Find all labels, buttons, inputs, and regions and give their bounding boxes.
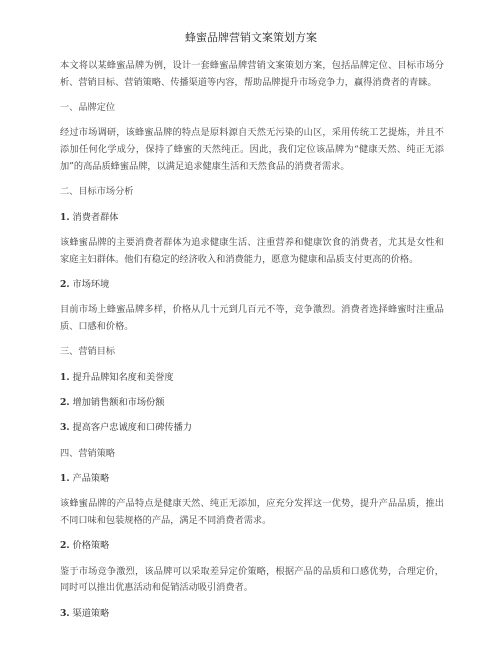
subheading-number: 1. (60, 211, 70, 223)
document-body (60, 58, 444, 631)
section-heading-marketing-goals: 三、营销目标 (60, 346, 116, 358)
section-heading-target-market: 二、目标市场分析 (60, 186, 134, 198)
consumer-group-paragraph: 该蜂蜜品牌的主要消费者群体为追求健康生活、注重营养和健康饮食的消费者，尤其是女性和家庭主妇群体。他们有稳定的经济收入和消费能力，愿意为健康和品质支付更高的价格。 (60, 236, 444, 265)
subheading-number: 3. (60, 422, 70, 434)
subheading-product-strategy (60, 471, 444, 488)
goal-item-brand-awareness (60, 370, 444, 387)
intro-paragraph: 本文将以某蜂蜜品牌为例，设计一套蜂蜜品牌营销文案策划方案，包括品牌定位、目标市场分析、营销目标、营销策略、传播渠道等内容，帮助品牌提升市场竞争力，赢得消费者的青睐。 (60, 60, 444, 88)
subheading-label: 市场环境 (69, 278, 110, 290)
subheading-number: 2. (60, 396, 70, 408)
subheading-number: 2. (60, 278, 70, 290)
subheading-label: 提高客户忠诚度和口碑传播力 (69, 422, 192, 434)
subheading-label: 渠道策略 (69, 607, 110, 619)
subheading-label: 价格策略 (69, 540, 110, 552)
subheading-consumer-group (60, 210, 444, 227)
subheading-label: 消费者群体 (69, 211, 119, 223)
document-title: 蜂蜜品牌营销文案策划方案 (185, 31, 317, 44)
subheading-market-environment (60, 277, 444, 294)
price-strategy-paragraph: 鉴于市场竞争激烈，该品牌可以采取差异定价策略，根据产品的品质和口感优势，合理定价，同时可以推出优惠活动和促销活动吸引消费者。 (60, 565, 444, 594)
subheading-price-strategy (60, 538, 444, 555)
market-environment-paragraph: 目前市场上蜂蜜品牌多样，价格从几十元到几百元不等，竞争激烈。消费者选择蜂蜜时注重品质、口感和价格。 (60, 304, 444, 333)
subheading-number: 1. (60, 371, 70, 383)
section-heading-brand-positioning: 一、品牌定位 (60, 102, 116, 114)
subheading-label: 增加销售额和市场份额 (69, 396, 165, 408)
section-heading-marketing-strategy: 四、营销策略 (60, 447, 116, 459)
goal-item-customer-loyalty (60, 420, 444, 437)
goal-item-sales-growth (60, 395, 444, 412)
subheading-label: 产品策略 (69, 472, 110, 484)
subheading-channel-strategy (60, 606, 444, 623)
subheading-number: 1. (60, 472, 70, 484)
subheading-label: 提升品牌知名度和美誉度 (69, 371, 174, 383)
brand-positioning-paragraph: 经过市场调研，该蜂蜜品牌的特点是原料源自天然无污染的山区，采用传统工艺提炼，并且不添加任何化学成分，保持了蜂蜜的天然纯正。因此，我们定位该品牌为“健康天然、纯正无添加”的高品质蜂蜜品牌，以满足追求健康生活和天然食品的消费者需求。 (60, 127, 444, 172)
subheading-number: 3. (60, 607, 70, 619)
product-strategy-paragraph: 该蜂蜜品牌的产品特点是健康天然、纯正无添加，应充分发挥这一优势，提升产品品质，推出不同口味和包装规格的产品，满足不同消费者需求。 (60, 498, 444, 526)
subheading-number: 2. (60, 540, 70, 552)
